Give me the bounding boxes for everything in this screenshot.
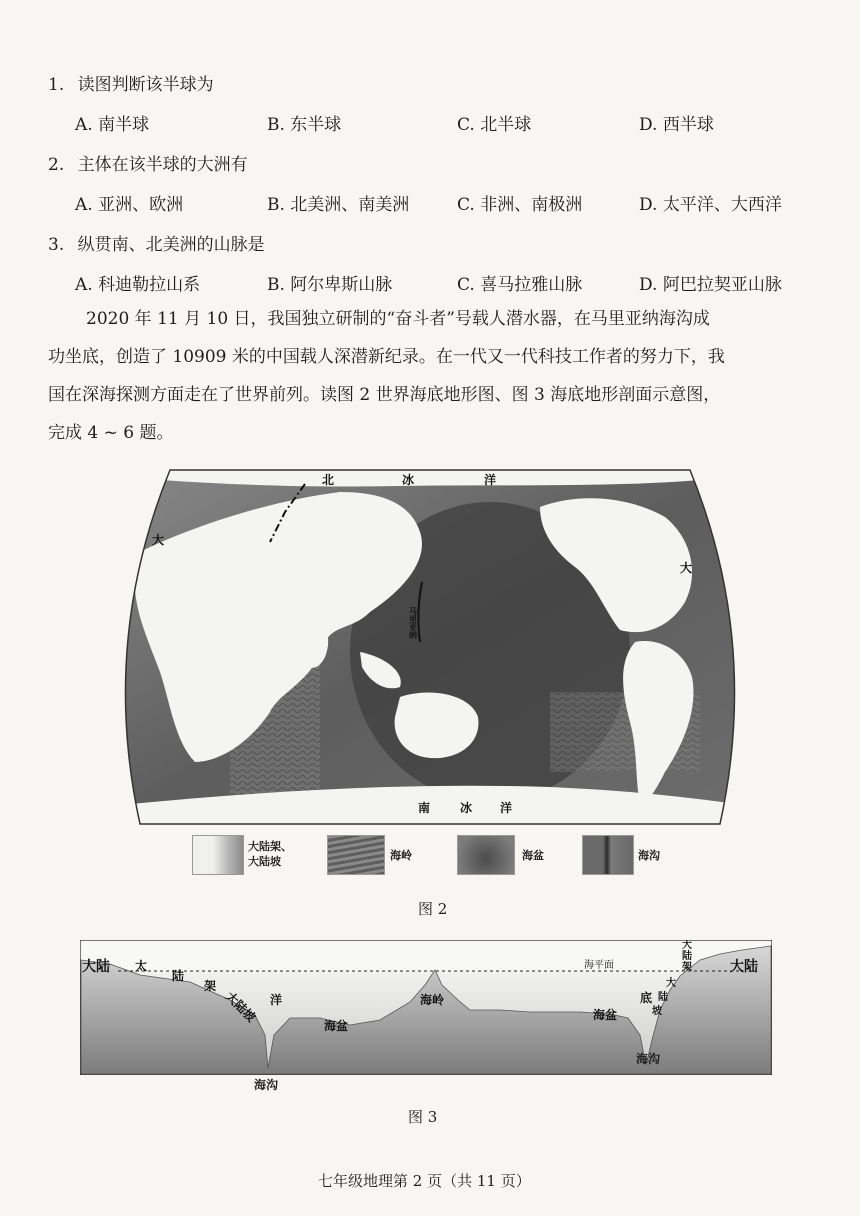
passage-line-2: 功坐底，创造了 10909 米的中国载人深潜新纪录。在一代又一代科技工作者的努力下，我 [48, 347, 725, 367]
q2-option-c[interactable]: C. 非洲、南极洲 [457, 195, 583, 215]
profile-label-hailing: 海岭 [420, 993, 445, 1007]
profile-label-haipen-right: 海盆 [593, 1008, 618, 1022]
map-label-west: 大 [152, 533, 165, 547]
question-2-text: 主体在该半球的大洲有 [77, 155, 248, 175]
map-label-south-1: 南 [418, 801, 431, 815]
q1-option-b[interactable]: B. 东半球 [267, 115, 342, 135]
map-label-south-3: 洋 [500, 801, 513, 815]
map-legend [192, 835, 662, 875]
profile-label-sea-level: 海平面 [584, 960, 614, 971]
map-label-north-3: 洋 [484, 473, 497, 487]
q3-option-a[interactable]: A. 科迪勒拉山系 [75, 275, 201, 295]
question-3 [48, 230, 265, 255]
profile-label-lupo: 大陆坡 [222, 989, 259, 1025]
legend-trench: 海沟 [638, 849, 660, 862]
shelf-slope-swatch-icon [192, 835, 244, 875]
profile-label-right-shelf-3: 架 [682, 962, 692, 973]
passage [48, 300, 818, 452]
map-label-north-2: 冰 [402, 473, 415, 487]
basin-swatch-icon [457, 835, 515, 875]
question-2 [48, 150, 248, 175]
map-label-south-2: 冰 [460, 801, 473, 815]
profile-label-continent-right: 大陆 [730, 959, 758, 975]
passage-line-1: 2020 年 11 月 10 日，我国独立研制的“奋斗者”号载人潜水器，在马里亚纳海沟成 [86, 309, 710, 329]
australia-landmass [395, 693, 479, 759]
q1-option-a[interactable]: A. 南半球 [75, 115, 150, 135]
legend-ridge: 海岭 [390, 849, 412, 862]
map-label-east: 大 [680, 561, 693, 575]
map-label-north-1: 北 [322, 473, 335, 487]
profile-label-lu: 陆 [172, 969, 185, 983]
profile-label-tai: 太 [135, 959, 148, 973]
profile-label-right-shelf-2: 陆 [682, 951, 692, 962]
profile-label-haigou-left: 海沟 [254, 1078, 279, 1092]
q2-option-a[interactable]: A. 亚洲、欧洲 [75, 195, 184, 215]
figure-3-caption: 图 3 [408, 1108, 438, 1126]
legend-shelf-slope [248, 839, 292, 869]
profile-label-jia: 架 [204, 979, 217, 993]
q2-option-b[interactable]: B. 北美洲、南美洲 [267, 195, 410, 215]
legend-shelf-slope-line2: 大陆坡 [248, 855, 281, 868]
arctic-landmass [160, 462, 700, 487]
figure-2-caption: 图 2 [418, 900, 448, 918]
ridge-swatch-icon [327, 835, 385, 875]
legend-basin: 海盆 [522, 849, 544, 862]
profile-label-haipen-left: 海盆 [324, 1019, 349, 1033]
question-1-number: 1. [48, 75, 65, 95]
passage-line-4: 完成 4 ~ 6 题。 [48, 423, 174, 443]
profile-label-right-slope-2: 陆 [658, 992, 668, 1003]
q1-option-d[interactable]: D. 西半球 [639, 115, 714, 135]
question-2-number: 2. [48, 155, 65, 175]
passage-line-3: 国在深海探测方面走在了世界前列。读图 2 世界海底地形图、图 3 海底地形剖面示意图， [48, 385, 721, 405]
question-1 [48, 70, 214, 95]
question-1-text: 读图判断该半球为 [77, 75, 214, 95]
profile-label-haigou-right: 海沟 [636, 1052, 661, 1066]
question-3-number: 3. [48, 235, 65, 255]
profile-label-di: 底 [640, 991, 653, 1005]
seafloor-map [100, 462, 760, 832]
q1-option-c[interactable]: C. 北半球 [457, 115, 532, 135]
page-footer: 七年级地理第 2 页（共 11 页） [318, 1172, 531, 1190]
q3-option-c[interactable]: C. 喜马拉雅山脉 [457, 275, 583, 295]
profile-label-right-slope-3: 坡 [652, 1006, 662, 1017]
profile-label-right-shelf-1: 大 [682, 940, 692, 951]
profile-label-continent-left: 大陆 [82, 959, 110, 975]
seafloor-profile [80, 940, 772, 1075]
trench-swatch-icon [582, 835, 634, 875]
profile-label-right-slope-1: 大 [666, 978, 676, 989]
profile-label-yang: 洋 [270, 993, 283, 1007]
q3-option-b[interactable]: B. 阿尔卑斯山脉 [267, 275, 393, 295]
q3-option-d[interactable]: D. 阿巴拉契亚山脉 [639, 275, 782, 295]
map-label-mariana: 马里亚纳 [408, 607, 418, 639]
question-3-text: 纵贯南、北美洲的山脉是 [77, 235, 265, 255]
q2-option-d[interactable]: D. 太平洋、大西洋 [639, 195, 782, 215]
legend-shelf-slope-line1: 大陆架、 [248, 840, 292, 853]
